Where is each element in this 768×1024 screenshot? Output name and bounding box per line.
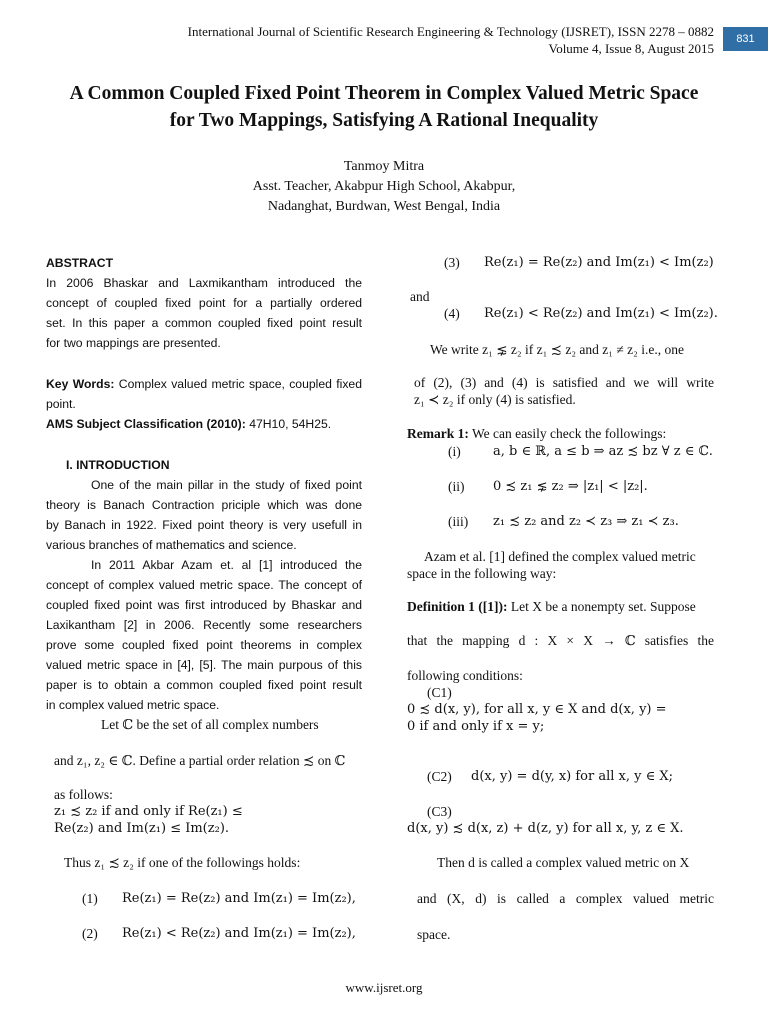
intro-line: in complex valued metric space. (46, 698, 220, 712)
intro-line: concept of complex valued metric space. The concept of (46, 578, 362, 592)
intro-line: by Banach in 1922. Fixed point theory is very usefull in (46, 518, 362, 532)
title-line-1: A Common Coupled Fixed Point Theorem in Complex Valued Metric Space (69, 83, 699, 104)
case-2-formula: Re(z₁) < Re(z₂) and Im(z₁) = Im(z₂), (122, 926, 356, 941)
remark-item-formula: z₁ ≾ z₂ and z₂ ≺ z₃ ⇒ z₁ ≺ z₃. (493, 514, 679, 529)
we-write-line-1: We write z₁ ⋦ z₂ if z₁ ≾ z₂ and z₁ ≠ z₂ i.e., one (430, 342, 684, 357)
paper-title (30, 80, 738, 134)
case-3-formula: Re(z₁) = Re(z₂) and Im(z₁) < Im(z₂) (484, 255, 714, 270)
intro-line: One of the main pillar in the study of fixed point (91, 478, 362, 492)
remark-text: We can easily check the followings: (468, 426, 667, 441)
condition-c1-line-2: 0 if and only if x = y; (407, 719, 545, 734)
author-name: Tanmoy Mitra (343, 159, 425, 174)
azam-line-1: Azam et al. [1] defined the complex valued metric (424, 549, 696, 564)
keywords-label: Key Words: (46, 377, 119, 391)
case-2-number: (2) (82, 926, 98, 941)
volume-line: Volume 4, Issue 8, August 2015 (548, 41, 714, 56)
condition-c2-label: (C2) (427, 769, 452, 784)
condition-c1-label: (C1) (427, 685, 452, 700)
intro-line: Let ℂ be the set of all complex numbers (101, 717, 319, 732)
order-definition-line-2: Re(z₂) and Im(z₁) ≤ Im(z₂). (54, 821, 230, 836)
definition-label: Definition 1 ([1]): (407, 599, 508, 614)
page-number-badge: 831 (723, 27, 768, 51)
abstract-heading: ABSTRACT (46, 256, 114, 270)
condition-c3-formula: d(x, y) ≾ d(x, z) + d(z, y) for all x, y, z ∈ X. (407, 821, 684, 836)
intro-line: paper is to obtain a common coupled fixed point result (46, 678, 362, 692)
ams-value: 47H10, 54H25. (249, 417, 332, 431)
abstract-line: set. In this paper a common coupled fixed point result (46, 316, 362, 330)
definition-text: Let X be a nonempty set. Suppose (507, 599, 696, 614)
condition-c1-line-1: 0 ≾ d(x, y), for all x, y ∈ X and d(x, y) = (407, 702, 667, 717)
remark-1 (407, 425, 666, 442)
ams-classification (46, 414, 331, 434)
author-affiliation-2: Nadanghat, Burdwan, West Bengal, India (267, 199, 501, 214)
abstract-line: concept of coupled fixed point for a partially ordered (46, 296, 362, 310)
footer-url: www.ijsret.org (345, 980, 423, 995)
azam-line-2: space in the following way: (407, 566, 557, 581)
we-write-line-2: of (2), (3) and (4) is satisfied and we will write (414, 375, 714, 390)
remark-item-formula: 0 ≾ z₁ ⋦ z₂ ⇒ |z₁| < |z₂|. (493, 479, 648, 494)
case-3-number: (3) (444, 255, 460, 270)
intro-line: Laxikantham [2] in 2006. Recently some researchers (46, 618, 362, 632)
remark-item-number: (iii) (448, 514, 469, 529)
case-4-formula: Re(z₁) < Re(z₂) and Im(z₁) < Im(z₂). (484, 306, 718, 321)
condition-c2-formula: d(x, y) = d(y, x) for all x, y ∈ X; (471, 769, 674, 784)
remark-label: Remark 1: (407, 426, 469, 441)
intro-line: theory is Banach Contraction priciple which was done (46, 498, 362, 512)
intro-line: valued metric space in [4], [5]. The main purpous of this (46, 658, 362, 672)
then-line-1: Then d is called a complex valued metric on X (437, 855, 690, 870)
case-1-formula: Re(z₁) = Re(z₂) and Im(z₁) = Im(z₂), (122, 891, 356, 906)
journal-header: International Journal of Scientific Research Engineering & Technology (IJSRET), ISSN 2278 – 0882 (187, 24, 714, 39)
remark-item-formula: a, b ∈ ℝ, a ≤ b ⇒ az ≾ bz ∀ z ∈ ℂ. (493, 444, 713, 459)
then-line-2: and (X, d) is called a complex valued metric (417, 891, 714, 906)
author-affiliation-1: Asst. Teacher, Akabpur High School, Akabpur, (252, 179, 516, 194)
we-write-line-3: z₁ ≺ z₂ if only (4) is satisfied. (414, 392, 576, 407)
and-word: and (410, 289, 430, 304)
conditions-line: following conditions: (407, 668, 523, 683)
thus-line: Thus z₁ ≾ z₂ if one of the followings holds: (64, 855, 301, 870)
keywords-line-2: point. (46, 397, 76, 411)
abstract-line: In 2006 Bhaskar and Laxmikantham introduced the (46, 276, 362, 290)
mapping-line: that the mapping d : X × X → ℂ satisfies the (407, 633, 714, 648)
keywords-line (46, 374, 362, 394)
intro-line: coupled fixed point was first introduced by Bhaskar and (46, 598, 362, 612)
section-heading-introduction: I. INTRODUCTION (66, 458, 170, 472)
as-follows-line: as follows: (54, 787, 113, 802)
then-line-3: space. (417, 927, 451, 942)
partial-order-line: and z₁, z₂ ∈ ℂ. Define a partial order relation ≾ on ℂ (54, 753, 346, 768)
case-4-number: (4) (444, 306, 460, 321)
condition-c3-label: (C3) (427, 804, 452, 819)
definition-1 (407, 598, 696, 615)
remark-item-number: (i) (448, 444, 461, 459)
keywords-text: Complex valued metric space, coupled fixed (118, 377, 362, 391)
title-line-2: for Two Mappings, Satisfying A Rational Inequality (169, 110, 599, 131)
order-definition-line-1: z₁ ≾ z₂ if and only if Re(z₁) ≤ (54, 804, 243, 819)
ams-label: AMS Subject Classification (2010): (46, 417, 250, 431)
abstract-line: for two mappings are presented. (46, 336, 221, 350)
intro-line: various branches of mathematics and science. (46, 538, 297, 552)
intro-line: In 2011 Akbar Azam et. al [1] introduced the (91, 558, 362, 572)
remark-item-number: (ii) (448, 479, 465, 494)
case-1-number: (1) (82, 891, 98, 906)
intro-line: prove some coupled fixed point theorems in complex (46, 638, 362, 652)
